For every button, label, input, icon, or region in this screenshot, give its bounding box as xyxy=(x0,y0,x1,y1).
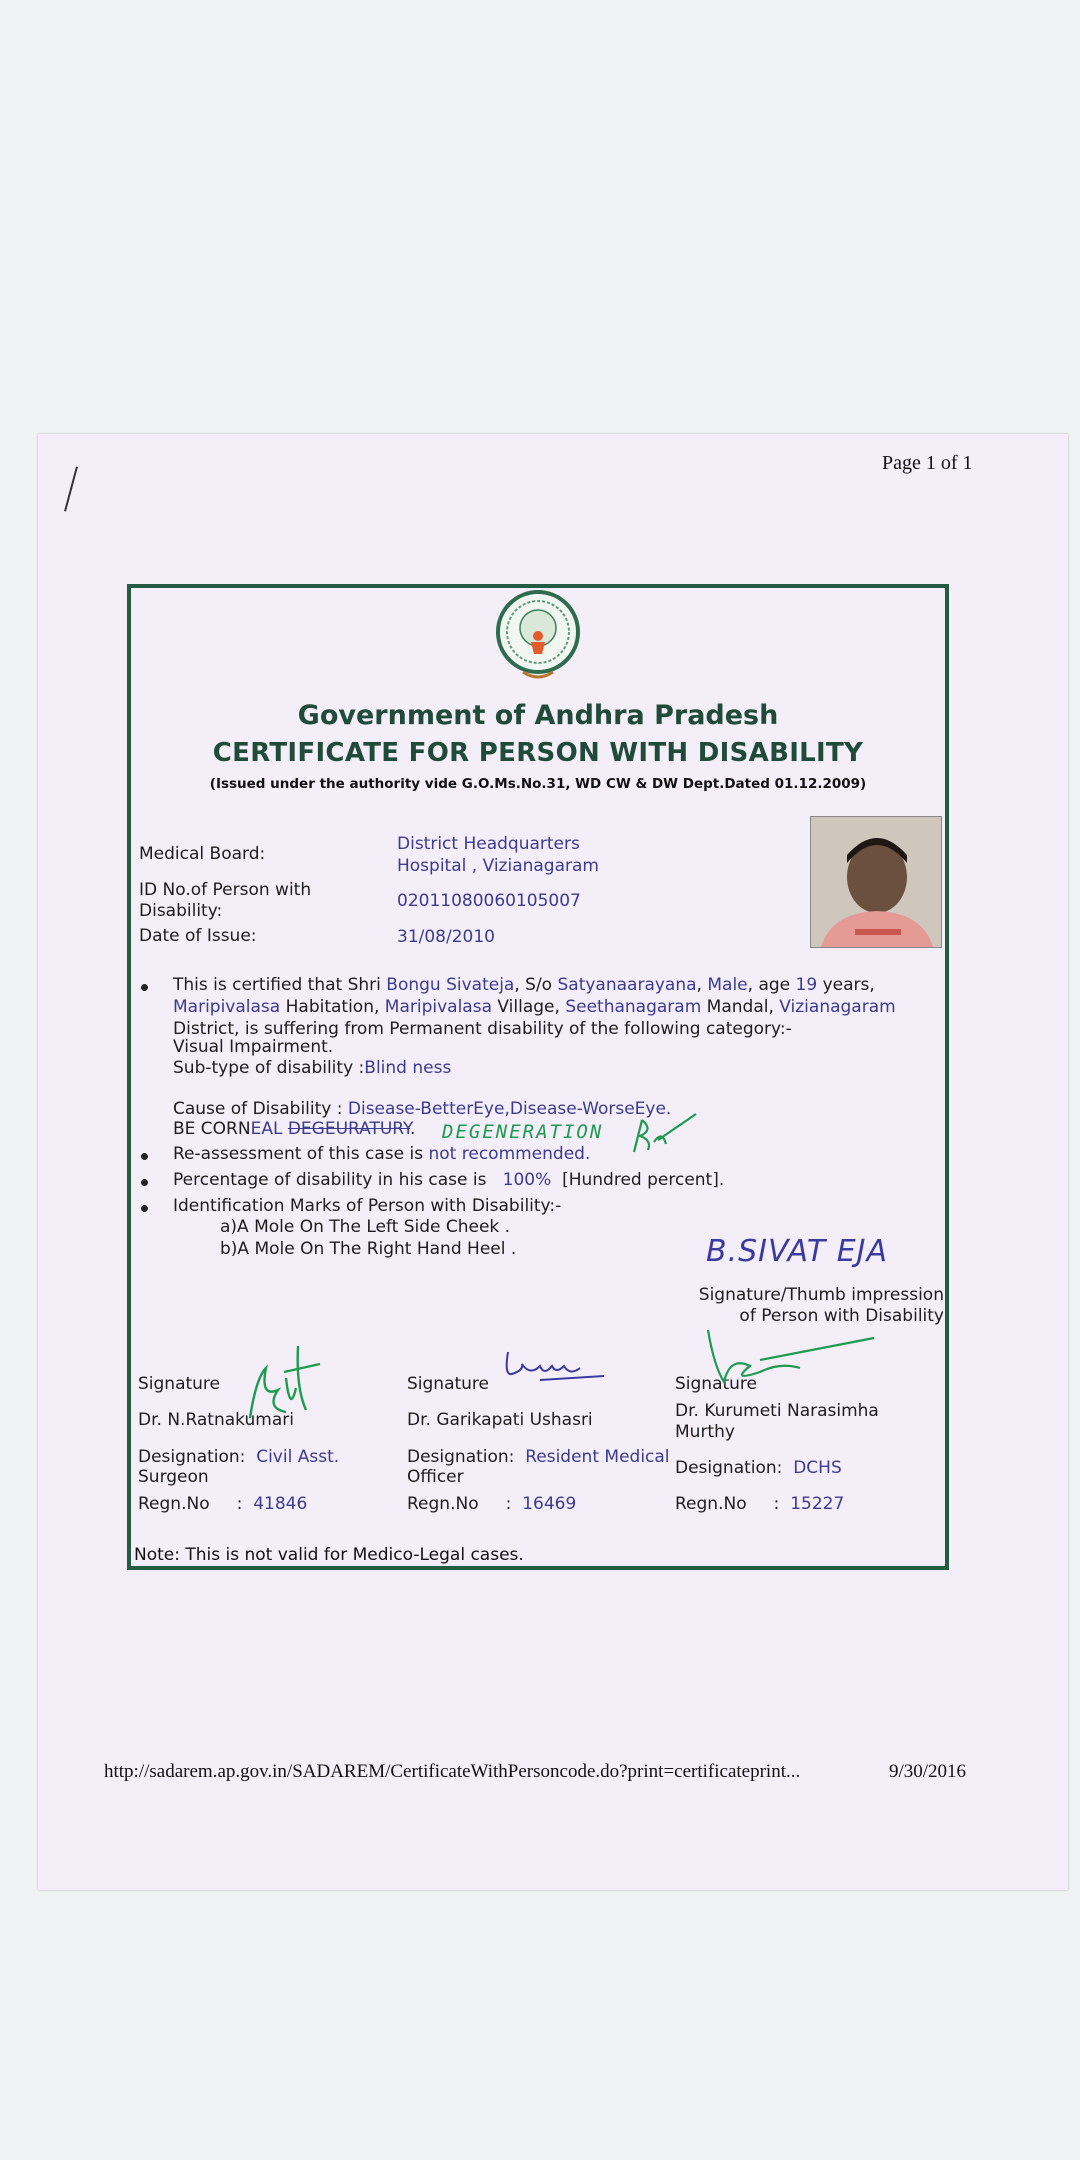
certification-line3: District, is suffering from Permanent disability of the following category:- xyxy=(173,1019,792,1039)
person-photo xyxy=(810,816,942,948)
handwritten-correction: DEGENERATION xyxy=(442,1121,604,1143)
father-name: Satyanaarayana xyxy=(557,975,697,995)
person-name: Bongu Sivateja xyxy=(386,975,515,995)
identification-mark-a: a)A Mole On The Left Side Cheek . xyxy=(220,1217,511,1237)
gender: Male xyxy=(707,975,748,995)
medical-board-line2: Hospital , Vizianagaram xyxy=(397,856,599,876)
signatory-1-designation-line2: Surgeon xyxy=(138,1467,209,1487)
signatory-2-designation-line2: Officer xyxy=(407,1467,464,1487)
person-handwritten-signature: B.SIVAT EJA xyxy=(706,1234,889,1269)
disability-category: Visual Impairment. xyxy=(173,1037,334,1057)
identification-marks-label: Identification Marks of Person with Disability:- xyxy=(173,1196,562,1216)
signatory-3-signature-icon xyxy=(700,1326,880,1386)
footer-date: 9/30/2016 xyxy=(889,1761,967,1782)
date-of-issue-label: Date of Issue: xyxy=(139,926,257,946)
percentage-value: 100% xyxy=(502,1170,552,1190)
signatory-2-name: Dr. Garikapati Ushasri xyxy=(407,1410,593,1430)
signatory-3-regn: Regn.No : 15227 xyxy=(675,1494,845,1514)
percentage-line: Percentage of disability in his case is 100% [Hundred percent]. xyxy=(173,1170,725,1190)
date-of-issue: 31/08/2010 xyxy=(397,927,495,947)
disability-subtype: Sub-type of disability :Blind ness xyxy=(173,1058,452,1078)
person-signature-label-line1: Signature/Thumb impression xyxy=(698,1285,944,1305)
struck-text: DEGEURATURY xyxy=(287,1119,410,1139)
cause-of-disability: Cause of Disability : Disease-BetterEye,Disease-WorseEye. xyxy=(173,1099,672,1119)
bullet xyxy=(141,1205,148,1212)
person-signature-label-line2: of Person with Disability xyxy=(739,1306,944,1326)
id-number: 02011080060105007 xyxy=(397,891,581,911)
signatory-2-regn: Regn.No : 16469 xyxy=(407,1494,577,1514)
age: 19 xyxy=(795,975,818,995)
medical-board-label: Medical Board: xyxy=(139,844,266,864)
signatory-3-designation: Designation: DCHS xyxy=(675,1458,842,1478)
government-heading: Government of Andhra Pradesh xyxy=(297,700,779,731)
signatory-3-name-line1: Dr. Kurumeti Narasimha xyxy=(675,1401,879,1421)
bullet xyxy=(141,1153,148,1160)
signatory-1-regn: Regn.No : 41846 xyxy=(138,1494,308,1514)
signatory-1-designation: Designation: Civil Asst. xyxy=(138,1447,340,1467)
bullet xyxy=(141,984,148,991)
issued-under-note: (Issued under the authority vide G.O.Ms.No.31, WD CW & DW Dept.Dated 01.12.2009) xyxy=(209,776,867,792)
certification-line2: Maripivalasa Habitation, Maripivalasa Village, Seethanagaram Mandal, Vizianagaram xyxy=(173,997,896,1017)
government-emblem-icon xyxy=(493,590,583,686)
signatory-1-signature-label: Signature xyxy=(138,1374,221,1394)
signatory-3-name-line2: Murthy xyxy=(675,1422,735,1442)
page-number: Page 1 of 1 xyxy=(882,452,973,474)
signatory-2-designation: Designation: Resident Medical xyxy=(407,1447,670,1467)
correction-initials-icon xyxy=(628,1110,700,1158)
medico-legal-note: Note: This is not valid for Medico-Legal cases. xyxy=(134,1545,524,1565)
bullet xyxy=(141,1179,148,1186)
signatory-3-signature-label: Signature xyxy=(675,1374,758,1394)
medical-board-line1: District Headquarters xyxy=(397,834,580,854)
signatory-1-name: Dr. N.Ratnakumari xyxy=(138,1410,294,1430)
certification-line1: This is certified that Shri Bongu Sivateja, S/o Satyanaarayana, Male, age 19 years, xyxy=(173,975,875,995)
signatory-2-signature-label: Signature xyxy=(407,1374,490,1394)
corneal-line: BE CORNEAL DEGEURATURY. xyxy=(173,1119,416,1139)
id-label-line1: ID No.of Person with xyxy=(139,880,312,900)
signatory-2-signature-icon xyxy=(500,1346,610,1386)
certificate-title: CERTIFICATE FOR PERSON WITH DISABILITY xyxy=(212,738,864,768)
id-label-line2: Disability: xyxy=(139,901,223,921)
identification-mark-b: b)A Mole On The Right Hand Heel . xyxy=(220,1239,517,1259)
reassessment-line: Re-assessment of this case is not recommended. xyxy=(173,1144,591,1164)
footer-url: http://sadarem.ap.gov.in/SADAREM/CertificateWithPersoncode.do?print=certificateprint... xyxy=(104,1761,801,1782)
